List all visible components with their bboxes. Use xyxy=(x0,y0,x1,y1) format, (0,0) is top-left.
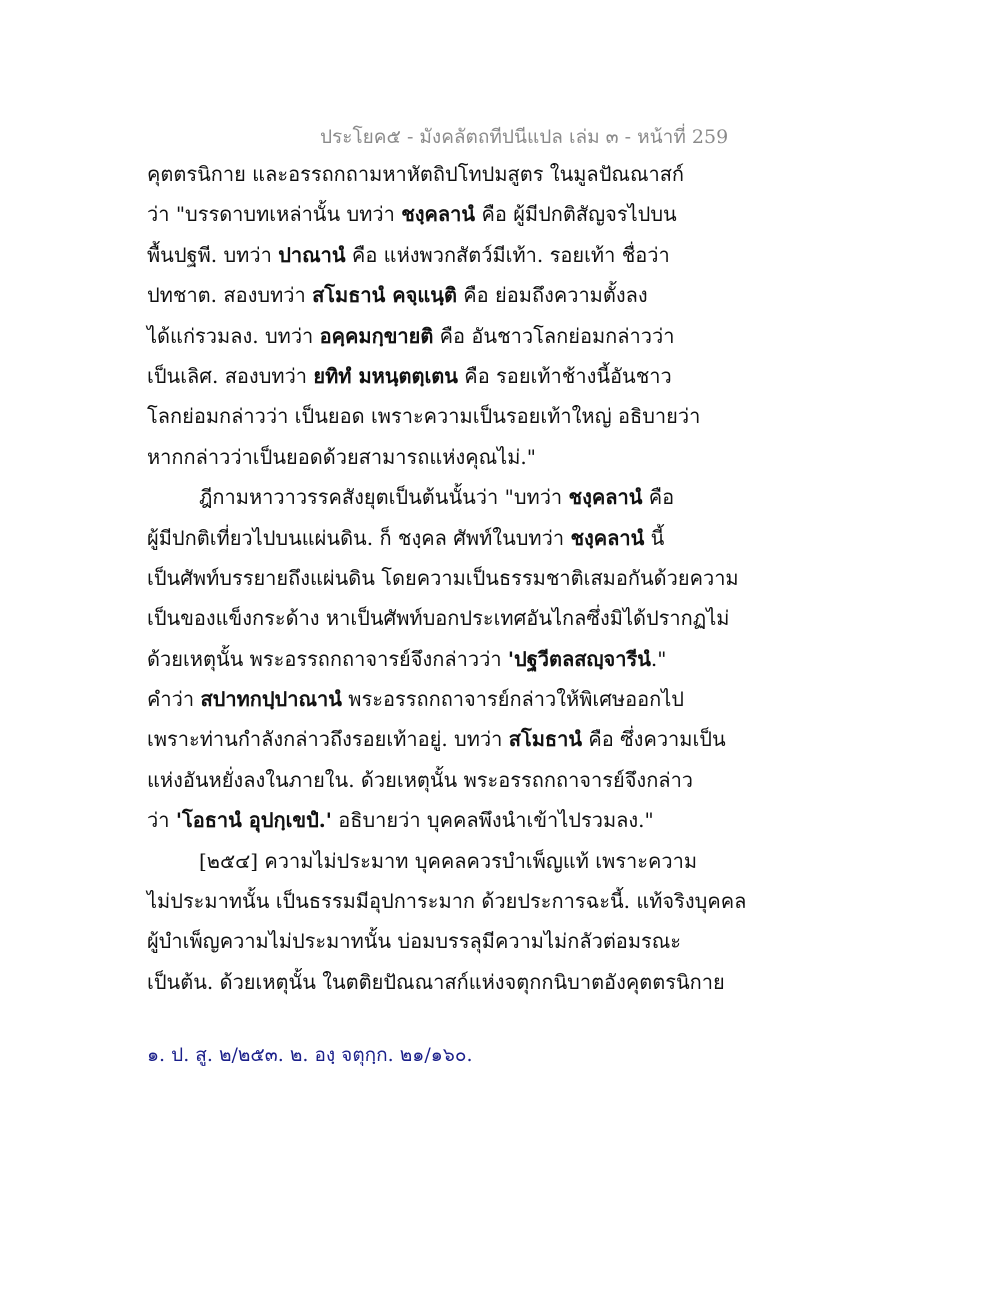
line-text: ไม่ประมาทนั้น เป็นธรรมมีอุปการะมาก ด้วยประการฉะนี้. แท้จริงบุคคล xyxy=(147,889,747,914)
bold-term: ชงฺคลานํ xyxy=(401,202,476,227)
line-text: คือ ย่อมถึงความตั้งลง xyxy=(456,283,648,308)
line-text: คำว่า xyxy=(147,687,201,712)
body-line xyxy=(147,841,747,881)
line-text: ผู้มีปกติเที่ยวไปบนแผ่นดิน. ก็ ชงฺคล ศัพท์ในบทว่า xyxy=(147,525,571,550)
body-line xyxy=(147,356,747,396)
page-header: ประโยค๕ - มังคลัตถทีปนีแปล เล่ม ๓ - หน้าที่ 259 xyxy=(320,126,729,148)
body-line xyxy=(147,800,747,840)
line-text: แห่งอันหยั่งลงในภายใน. ด้วยเหตุนั้น พระอรรถกถาจารย์จึงกล่าว xyxy=(147,767,694,792)
line-text: คือ ผู้มีปกติสัญจรไปบน xyxy=(475,202,677,227)
line-text: เป็นเลิศ. สองบทว่า xyxy=(147,363,314,388)
body-line xyxy=(147,639,747,679)
line-text: นิกาย xyxy=(675,969,725,994)
line-text: พระอรรถกถาจารย์กล่าวให้พิเศษออกไป xyxy=(341,687,685,712)
bold-term: ปาณานํ xyxy=(278,242,346,267)
line-text: ผู้บำเพ็ญความไม่ประมาทนั้น บ่อมบรรลุมีความไม่กลัวต่อมรณะ xyxy=(147,929,682,954)
line-text: หากกล่าวว่าเป็นยอดด้วยสามารถแห่งคุณไม่." xyxy=(147,444,536,469)
line-text: ว่า "บรรดาบทเหล่านั้น บทว่า xyxy=(147,202,402,227)
body-text xyxy=(147,154,747,1002)
line-text: เป็นของแข็งกระด้าง หาเป็นศัพท์บอกประเทศอันไกลซึ่งมิได้ปรากฏไม่ xyxy=(147,606,730,631)
line-text: ด้วยเหตุนั้น พระอรรถกถาจารย์จึงกล่าวว่า xyxy=(147,646,508,671)
line-text: คือ xyxy=(642,485,675,510)
body-line xyxy=(147,921,747,961)
body-line xyxy=(147,316,747,356)
line-text: นี้ xyxy=(644,525,665,550)
body-line xyxy=(147,558,747,598)
bold-term: สโมธานํ คจฺแนฺติ xyxy=(312,283,457,308)
body-line xyxy=(147,962,747,1002)
line-text: พื้นปฐพี. บทว่า xyxy=(147,242,279,267)
body-line xyxy=(147,437,747,477)
body-line xyxy=(147,598,747,638)
body-line xyxy=(147,396,747,436)
body-line xyxy=(147,719,747,759)
bold-term: ชงฺคลานํ xyxy=(570,525,645,550)
footnote: ๑. ป. สู. ๒/๒๕๓. ๒. องฺ จตุกฺก. ๒๑/๑๖๐. xyxy=(147,1044,473,1066)
line-text: อธิบายว่า บุคคลพึงนำเข้าไปรวมลง." xyxy=(331,808,654,833)
body-line xyxy=(147,275,747,315)
line-text: คือ ซึ่งความเป็น xyxy=(582,727,726,752)
bold-term: อคฺคมกฺขายติ xyxy=(319,323,434,348)
bold-term: ยทิทํ มหนฺตตฺเตน xyxy=(313,363,458,388)
line-text: โลกย่อมกล่าวว่า เป็นยอด เพราะความเป็นรอยเท้าใหญ่ อธิบายว่า xyxy=(147,404,701,429)
line-text: คือ รอยเท้าช้างนี้อันชาว xyxy=(457,363,672,388)
line-text: ฎีกามหาวาวรรคสังยุตเป็นต้นนั้นว่า "บทว่า xyxy=(199,485,569,510)
bold-term: สปาทกปฺปาณานํ xyxy=(200,687,342,712)
line-text: คุตตรนิกาย และอรรถกถามหาหัตถิปโทปม xyxy=(147,162,508,186)
body-line xyxy=(147,518,747,558)
bold-term: 'ปฐวีตลสญฺจารีนํ xyxy=(507,646,651,671)
line-text: คือ อันชาวโลกย่อมกล่าวว่า xyxy=(433,323,675,348)
line-text: สูตร ในมูลปัณณาสก์ xyxy=(507,162,685,186)
line-text: เป็นศัพท์บรรยายถึงแผ่นดิน โดยความเป็นธรรมชาติเสมอกันด้วยความ xyxy=(147,565,739,590)
line-text: ว่า xyxy=(147,808,176,833)
line-text: เพราะท่านกำลังกล่าวถึงรอยเท้าอยู่. บทว่า xyxy=(147,727,509,752)
line-text: คือ แห่งพวกสัตว์มีเท้า. รอยเท้า ชื่อว่า xyxy=(345,242,670,267)
line-text: เป็นต้น. ด้วยเหตุนั้น ในตติยปัณณาสก์แห่งจตุกกนิบาตอังคุตตร xyxy=(147,969,676,994)
bold-term: 'โอธานํ อุปกฺเขปํ.' xyxy=(175,808,332,833)
body-line xyxy=(147,477,747,517)
bold-term: สโมธานํ xyxy=(508,727,582,752)
body-line xyxy=(147,194,747,234)
body-line xyxy=(147,679,747,719)
line-text: ." xyxy=(650,646,667,671)
bold-term: ชงฺคลานํ xyxy=(568,485,643,510)
line-text: ปทชาต. สองบทว่า xyxy=(147,283,313,308)
body-line xyxy=(147,881,747,921)
body-line xyxy=(147,760,747,800)
body-line xyxy=(147,235,747,275)
body-line xyxy=(147,154,747,194)
line-text: [๒๕๔] ความไม่ประมาท บุคคลควรบำเพ็ญแท้ เพราะความ xyxy=(199,848,698,873)
line-text: ได้แก่รวมลง. บทว่า xyxy=(147,323,320,348)
